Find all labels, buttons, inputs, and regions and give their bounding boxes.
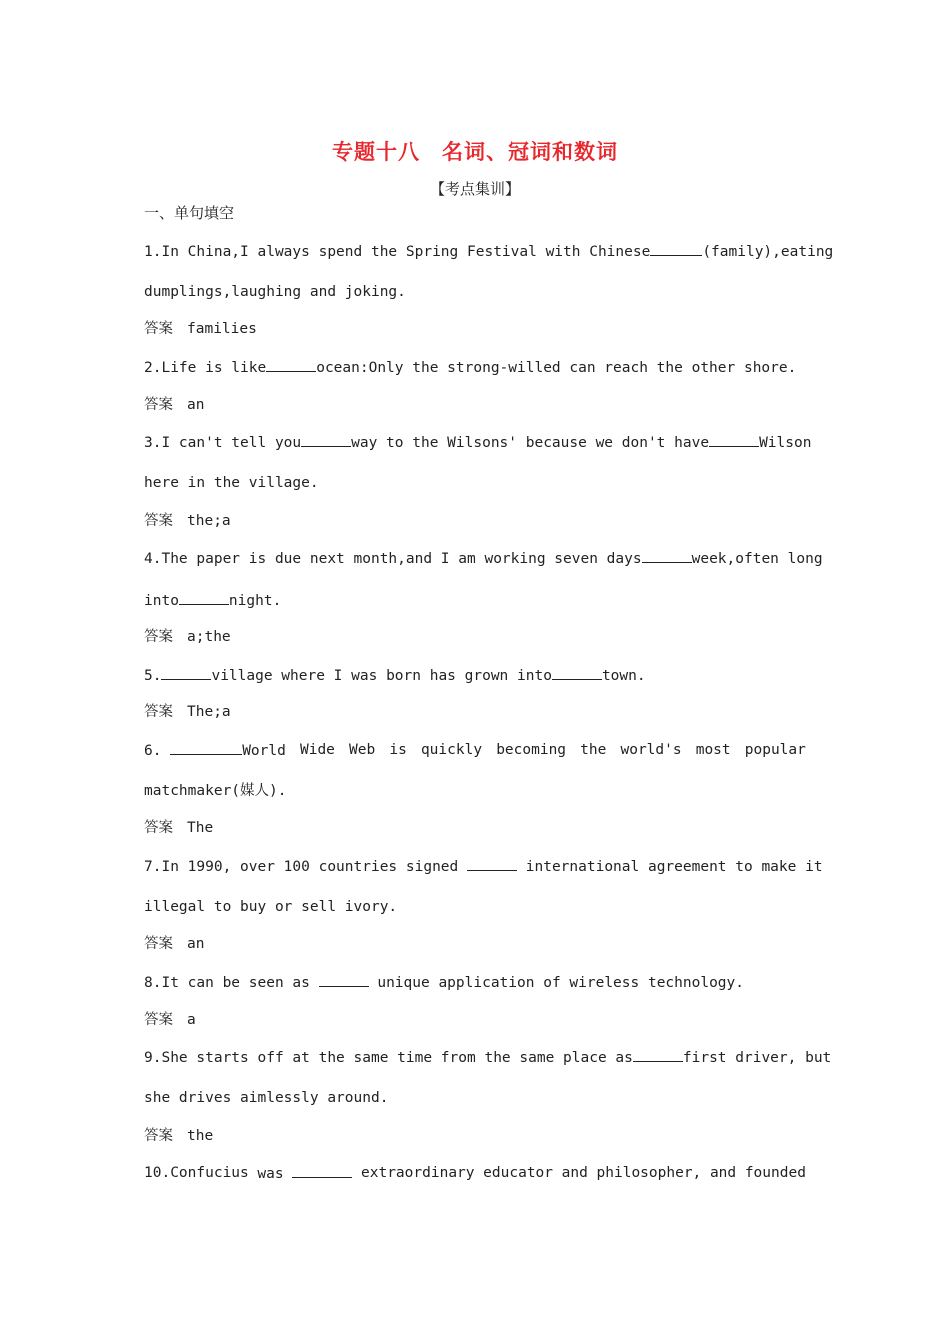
answer-1 (144, 319, 806, 339)
question-text: is (389, 742, 407, 758)
question-6-line-1 (144, 740, 806, 761)
section-heading: 一、单句填空 (144, 204, 235, 222)
question-text: matchmaker( (144, 783, 241, 799)
answer-text: an (187, 397, 205, 413)
question-text: ). (269, 783, 287, 799)
answer-label: 答案 (144, 321, 173, 337)
question-text: educator (483, 1165, 554, 1181)
answer-blank (633, 1047, 683, 1062)
answer-blank (552, 665, 602, 680)
question-text: 4.The paper is due next month,and I am working seven days (144, 551, 642, 567)
question-text: (family),eating (702, 244, 834, 260)
question-text: Wilson (759, 435, 812, 451)
answer-text: the (187, 1128, 214, 1144)
answer-label: 答案 (144, 1012, 173, 1028)
answer-blank (179, 590, 229, 605)
answer-9 (144, 1126, 806, 1146)
answer-3 (144, 511, 806, 531)
answer-2 (144, 395, 806, 415)
question-text: and (561, 1165, 588, 1181)
answer-6 (144, 818, 806, 838)
question-text: 9.She starts off at the same time from the same place as (144, 1050, 633, 1066)
question-text: village where I was born has grown into (211, 668, 552, 684)
answer-text: the;a (187, 513, 231, 529)
question-text: quickly (420, 742, 483, 758)
question-text: into (144, 593, 179, 609)
question-text: 10.Confucius (144, 1165, 249, 1181)
question-text: town. (601, 668, 646, 684)
question-text: first driver, but (682, 1050, 832, 1066)
question-7-line-1 (144, 856, 823, 877)
answer-7 (144, 934, 806, 954)
answer-text: The;a (187, 704, 231, 720)
answer-label: 答案 (144, 629, 173, 645)
question-text: 8.It can be seen as (144, 975, 310, 991)
question-3-line-1 (144, 432, 812, 453)
answer-label: 答案 (144, 397, 173, 413)
question-text: popular (744, 742, 806, 758)
answer-4 (144, 627, 806, 647)
question-text: philosopher, (596, 1165, 702, 1181)
question-text: unique application of wireless technology. (377, 975, 744, 991)
answer-text: a (187, 1012, 196, 1028)
answer-blank (266, 357, 316, 372)
answer-text: families (187, 321, 257, 337)
question-text: week,often long (691, 551, 823, 567)
question-text: extraordinary (361, 1165, 475, 1181)
question-text: founded (744, 1165, 806, 1181)
answer-blank (642, 548, 692, 563)
answer-blank (301, 432, 351, 447)
question-text: 2.Life is like (144, 360, 267, 376)
answer-label: 答案 (144, 513, 173, 529)
page-subtitle: 【考点集训】 (429, 180, 520, 198)
question-text: world's (620, 742, 682, 758)
question-text: 媒人 (240, 783, 270, 799)
question-text: World (242, 743, 286, 759)
question-text: the (580, 742, 607, 758)
question-9-line-2: she drives aimlessly around. (144, 1090, 389, 1106)
answer-blank (650, 241, 702, 256)
answer-label: 答案 (144, 820, 173, 836)
question-text: ocean:Only the strong-willed can reach the other shore. (316, 360, 797, 376)
question-text: 3.I can't tell you (144, 435, 302, 451)
question-text: way to the Wilsons' because we don't have (351, 435, 710, 451)
question-3-line-2: here in the village. (144, 475, 319, 491)
question-text: becoming (496, 742, 567, 758)
question-text: and (709, 1165, 737, 1181)
answer-text: The (187, 820, 214, 836)
question-1-line-1 (144, 241, 834, 262)
question-8-line-1 (144, 972, 806, 993)
answer-label: 答案 (144, 936, 173, 952)
answer-blank (170, 740, 242, 755)
question-text: 5. (144, 668, 162, 684)
question-text: Wide (299, 742, 335, 758)
question-text: night. (228, 593, 282, 609)
question-6-line-2 (144, 781, 806, 801)
question-text: 1.In China,I always spend the Spring Festival with Chinese (144, 244, 651, 260)
answer-text: an (187, 936, 205, 952)
question-2-line-1 (144, 357, 806, 378)
answer-blank (467, 856, 517, 871)
question-7-line-2: illegal to buy or sell ivory. (144, 899, 398, 915)
question-4-line-2 (144, 590, 806, 611)
answer-5 (144, 702, 806, 722)
question-text: 7.In 1990, over 100 countries signed (144, 859, 459, 875)
answer-blank (161, 665, 211, 680)
question-1-line-2: dumplings,laughing and joking. (144, 284, 406, 300)
question-text: 6. (144, 743, 162, 759)
answer-label: 答案 (144, 704, 173, 720)
page-title: 专题十八 名词、冠词和数词 (332, 139, 618, 164)
answer-label: 答案 (144, 1128, 173, 1144)
question-text: international agreement to make it (525, 859, 823, 875)
question-4-line-1 (144, 548, 823, 569)
answer-blank (292, 1163, 352, 1178)
question-10-line-1 (144, 1163, 806, 1184)
question-9-line-1 (144, 1047, 832, 1068)
answer-blank (709, 432, 759, 447)
answer-text: a;the (187, 629, 231, 645)
question-5-line-1 (144, 665, 806, 686)
question-text: was (257, 1166, 284, 1182)
answer-blank (319, 972, 369, 987)
answer-8 (144, 1010, 806, 1030)
question-text: Web (349, 742, 376, 758)
question-text: most (695, 742, 731, 758)
